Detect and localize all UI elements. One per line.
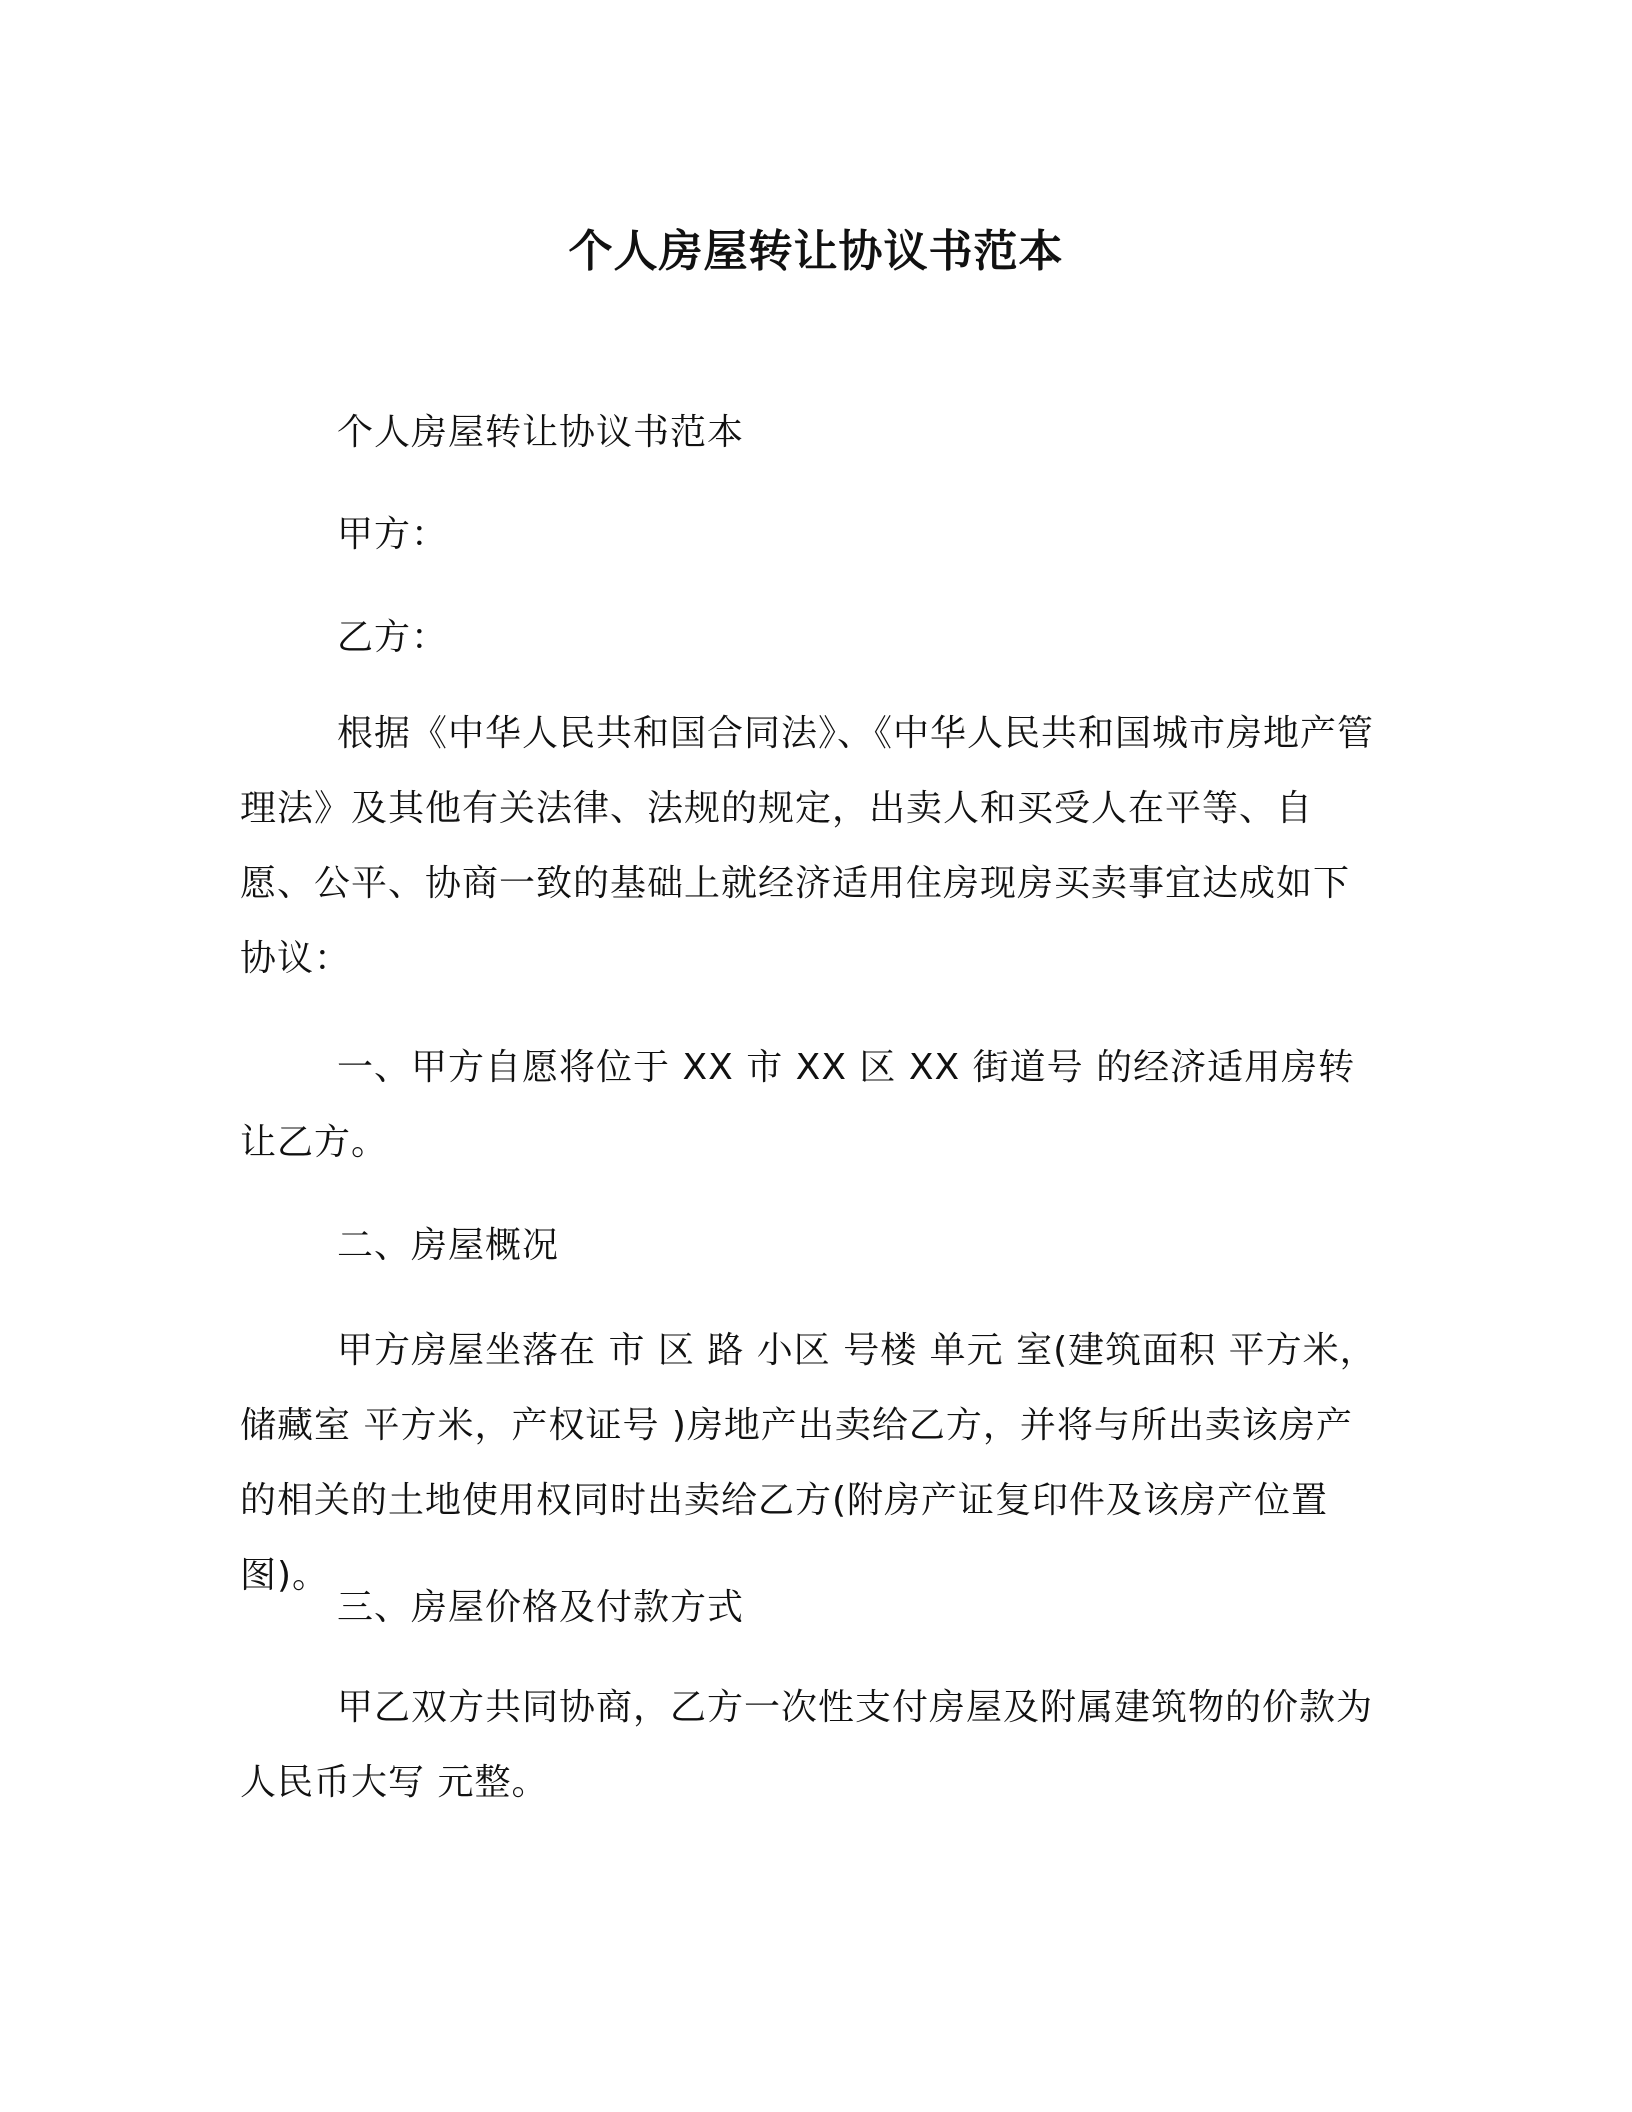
clause-one-paragraph: 一、甲方自愿将位于 XX 市 XX 区 XX 街道号 的经济适用房转让乙方。 [240, 1047, 1356, 1163]
property-description-paragraph: 甲方房屋坐落在 市 区 路 小区 号楼 单元 室(建筑面积 平方米，储藏室 平方米，产权证号 )房地产出卖给乙方，并将与所出卖该房产的相关的土地使用权同时出卖给乙方(附房产证复印件及该房产位置图)。 [240, 1330, 1377, 1596]
clause-three-heading: 三、房屋价格及付款方式 [337, 1587, 745, 1628]
payment-paragraph: 甲乙双方共同协商，乙方一次性支付房屋及附属建筑物的价款为人民币大写 元整。 [240, 1687, 1374, 1803]
subtitle-paragraph: 个人房屋转让协议书范本 [337, 412, 745, 453]
legal-basis-paragraph: 根据《中华人民共和国合同法》、《中华人民共和国城市房地产管理法》及其他有关法律、法规的规定，出卖人和买受人在平等、自愿、公平、协商一致的基础上就经济适用住房现房买卖事宜达成如下协议： [240, 713, 1375, 979]
party-a-label: 甲方： [337, 514, 449, 555]
party-b-label: 乙方： [337, 617, 449, 658]
document-title: 个人房屋转让协议书范本 [568, 226, 1064, 277]
clause-two-heading: 二、房屋概况 [337, 1225, 560, 1266]
